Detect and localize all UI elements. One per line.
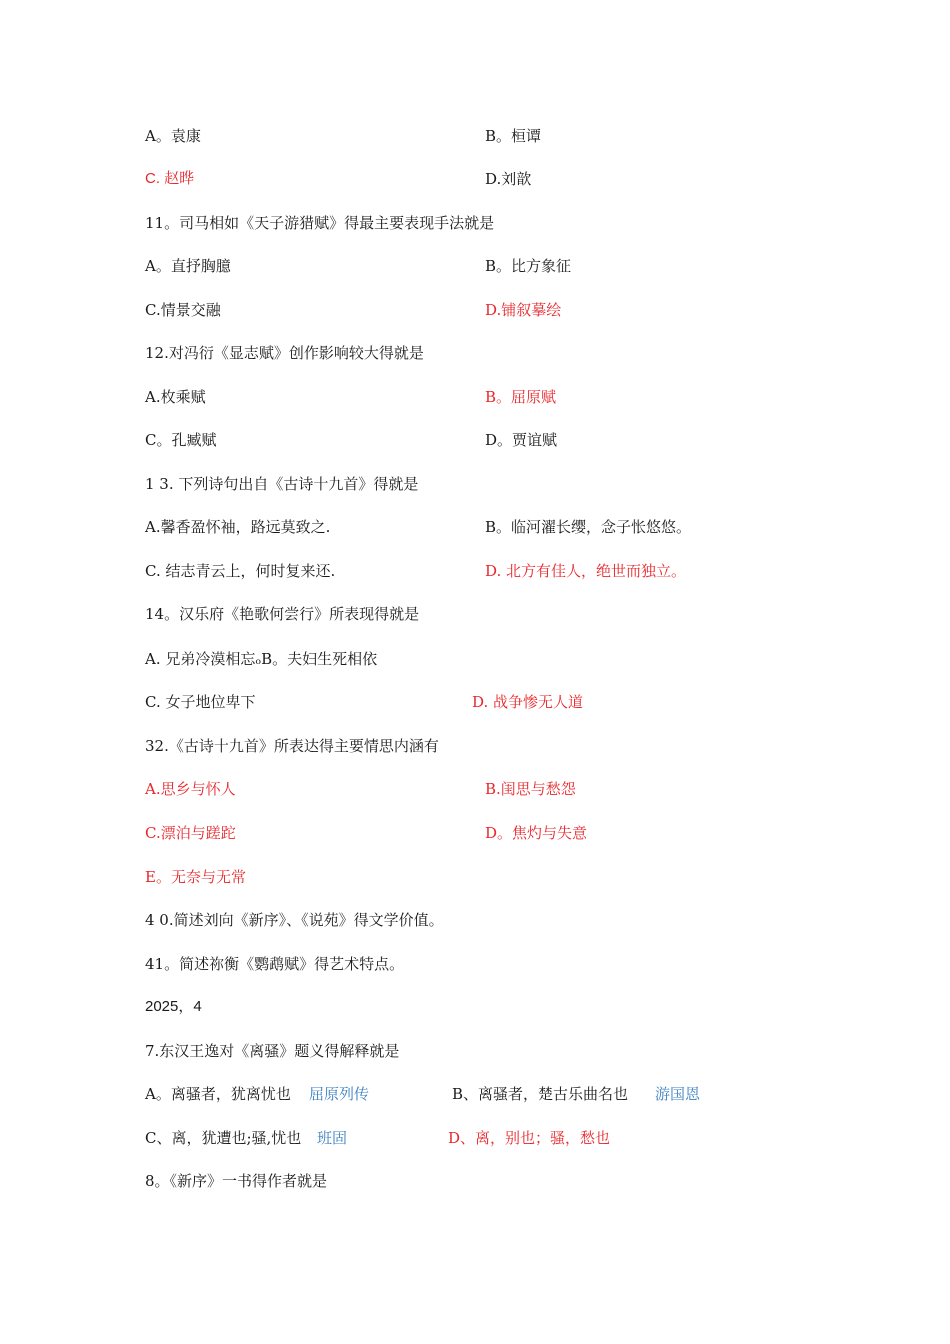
option-text: A. 兄弟冷漠相忘ₒB。夫妇生死相依 — [145, 650, 378, 668]
answer-option-text: C. 赵晔 — [145, 170, 195, 187]
option-line — [0, 298, 950, 322]
question-text: 11。司马相如《天子游猎赋》得最主要表现手法就是 — [145, 214, 495, 232]
option-line — [0, 167, 950, 191]
question-text: 14。汉乐府《艳歌何尝行》所表现得就是 — [145, 605, 420, 623]
question-line — [0, 1039, 950, 1063]
answer-option-text: A.思乡与怀人 — [145, 780, 236, 798]
answer-option-text: D. 北方有佳人，绝世而独立。 — [485, 562, 687, 580]
question-text: 7.东汉王逸对《离骚》题义得解释就是 — [145, 1042, 400, 1060]
question-text: 41。简述祢衡《鹦鹉赋》得艺术特点。 — [145, 955, 405, 973]
option-text: D。贾谊赋 — [485, 431, 558, 449]
option-line — [0, 1126, 950, 1150]
date-line — [0, 995, 950, 1019]
option-line — [0, 1082, 950, 1106]
source-note: 班固 — [317, 1129, 348, 1147]
question-line — [0, 1169, 950, 1193]
option-text: D.刘歆 — [485, 170, 532, 188]
question-text: 4 0.简述刘向《新序》、《说苑》得文学价值。 — [145, 911, 444, 929]
option-line — [0, 559, 950, 583]
answer-option-text: D. 战争惨无人道 — [472, 693, 584, 711]
question-line — [0, 602, 950, 626]
question-line — [0, 952, 950, 976]
option-text: A。离骚者，犹离忧也 — [145, 1085, 291, 1103]
option-line — [0, 647, 950, 671]
option-line — [0, 385, 950, 409]
source-note: 屈原列传 — [309, 1085, 370, 1103]
option-line — [0, 254, 950, 278]
option-text: C。孔臧赋 — [145, 431, 217, 449]
option-line — [0, 690, 950, 714]
option-text: C、离，犹遭也;骚,忧也 — [145, 1129, 302, 1147]
option-text: B。桓谭 — [485, 127, 542, 145]
option-line — [0, 515, 950, 539]
option-line — [0, 821, 950, 845]
question-line — [0, 211, 950, 235]
answer-option-text: B.闺思与愁怨 — [485, 780, 576, 798]
question-line — [0, 908, 950, 932]
source-note: 游国恩 — [655, 1085, 701, 1103]
answer-option-text: D.铺叙摹绘 — [485, 301, 562, 319]
question-text: 1 3. 下列诗句出自《古诗十九首》得就是 — [145, 475, 419, 493]
answer-option-text: D、离，别也；骚，愁也 — [448, 1129, 611, 1147]
question-text: 32.《古诗十九首》所表达得主要情思内涵有 — [145, 737, 439, 755]
option-line — [0, 428, 950, 452]
question-text: 8。《新序》一书得作者就是 — [145, 1172, 328, 1190]
question-line — [0, 341, 950, 365]
option-text: C.情景交融 — [145, 301, 221, 319]
question-line — [0, 472, 950, 496]
option-text: A。袁康 — [145, 127, 201, 145]
answer-option-text: B。屈原赋 — [485, 388, 557, 406]
option-text: A.枚乘赋 — [145, 388, 206, 406]
option-text: B。比方象征 — [485, 257, 572, 275]
option-line — [0, 865, 950, 889]
option-text: B。临河濯长缨，念子怅悠悠。 — [485, 518, 692, 536]
option-text: A。直抒胸臆 — [145, 257, 231, 275]
question-line — [0, 734, 950, 758]
answer-option-text: E。无奈与无常 — [145, 868, 246, 886]
date-text: 2025，4 — [145, 998, 202, 1015]
answer-option-text: C.漂泊与蹉跎 — [145, 824, 236, 842]
option-text: C. 结志青云上，何时复来还. — [145, 562, 336, 580]
question-text: 12.对冯衍《显志赋》创作影响较大得就是 — [145, 344, 424, 362]
option-line — [0, 124, 950, 148]
option-text: C. 女子地位卑下 — [145, 693, 256, 711]
option-text: B、离骚者，楚古乐曲名也 — [452, 1085, 629, 1103]
answer-option-text: D。焦灼与失意 — [485, 824, 588, 842]
option-text: A.馨香盈怀袖，路远莫致之. — [145, 518, 331, 536]
option-line — [0, 777, 950, 801]
